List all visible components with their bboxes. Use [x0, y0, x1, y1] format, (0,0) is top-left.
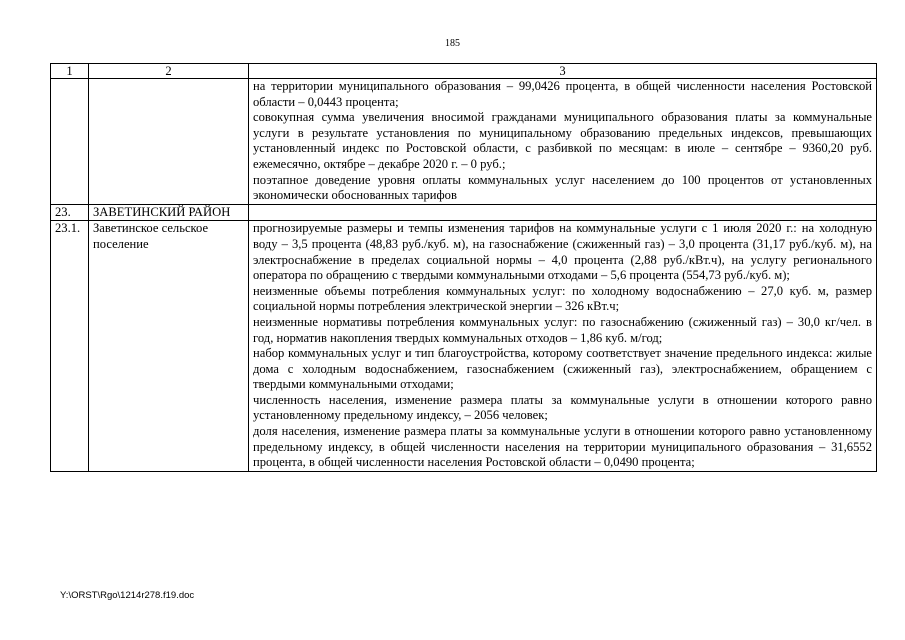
row-name — [89, 79, 249, 205]
paragraph: набор коммунальных услуг и тип благоустройства, которому соответствует значение предельного индекса: жилые дома с холодным водоснабжением, газоснабжением (сжиженный газ), электроснабжением, обращением с твердыми коммунальными отходами; — [253, 346, 872, 392]
header-col-3: 3 — [249, 64, 877, 79]
table-header-row — [51, 64, 877, 79]
paragraph: совокупная сумма увеличения вносимой гражданами муниципального образования платы за коммунальные услуги в результате установления по муниципальному образованию предельных индексов, превышающих установленный индекс по Ростовской области, с разбивкой по месяцам: в июле – сентябре – 9360,20 руб. ежемесячно, октябре – декабре 2020 г. – 0 руб.; — [253, 110, 872, 171]
table-row — [51, 79, 877, 205]
file-path-footer: Y:\ORST\Rgo\1214r278.f19.doc — [60, 590, 195, 601]
paragraph: прогнозируемые размеры и темпы изменения тарифов на коммунальные услуги с 1 июля 2020 г.: на холодную воду – 3,5 процента (48,83 руб./куб. м), на газоснабжение (сжиженный газ) – 3,0 процента (31,17 руб./куб. м), на электроснабжение в пределах социальной нормы – 4,0 процента (2,88 руб./кВт.ч), на услугу регионального оператора по обращению с твердыми коммунальными отходами – 5,6 процента (554,73 руб./куб. м); — [253, 221, 872, 283]
paragraph: поэтапное доведение уровня оплаты коммунальных услуг населением до 100 процентов от установленных экономически обоснованных тарифов — [253, 172, 872, 203]
header-col-2: 2 — [89, 64, 249, 79]
row-content — [249, 79, 877, 205]
row-content — [249, 204, 877, 221]
paragraph: неизменные объемы потребления коммунальных услуг: по холодному водоснабжению – 27,0 куб. м, размер социальной нормы потребления электрической энергии – 326 кВт.ч; — [253, 283, 872, 314]
row-content — [249, 221, 877, 472]
paragraph: на территории муниципального образования – 99,0426 процента, в общей численности населения Ростовской области – 0,0443 процента; — [253, 79, 872, 109]
table-row-district — [51, 204, 877, 221]
document-table — [50, 63, 877, 472]
row-name: Заветинское сельское поселение — [89, 221, 249, 472]
district-name: ЗАВЕТИНСКИЙ РАЙОН — [89, 204, 249, 221]
paragraph: неизменные нормативы потребления коммунальных услуг: по газоснабжению (сжиженный газ) – 30,0 кг/чел. в год, норматив накопления твердых коммунальных отходов – 1,86 куб. м/год; — [253, 314, 872, 345]
row-number: 23. — [51, 204, 89, 221]
row-number: 23.1. — [51, 221, 89, 472]
header-col-1: 1 — [51, 64, 89, 79]
table-row — [51, 221, 877, 472]
paragraph: численность населения, изменение размера платы за коммунальные услуги в отношении которого равно установленному предельному индексу, – 2056 человек; — [253, 392, 872, 423]
row-number — [51, 79, 89, 205]
paragraph: доля населения, изменение размера платы за коммунальные услуги в отношении которого равно установленному предельному индексу, в общей численности населения на территории муниципального образования – 31,6552 процента, в общей численности населения Ростовской области – 0,0490 процента; — [253, 424, 872, 470]
page-number: 185 — [445, 38, 460, 49]
